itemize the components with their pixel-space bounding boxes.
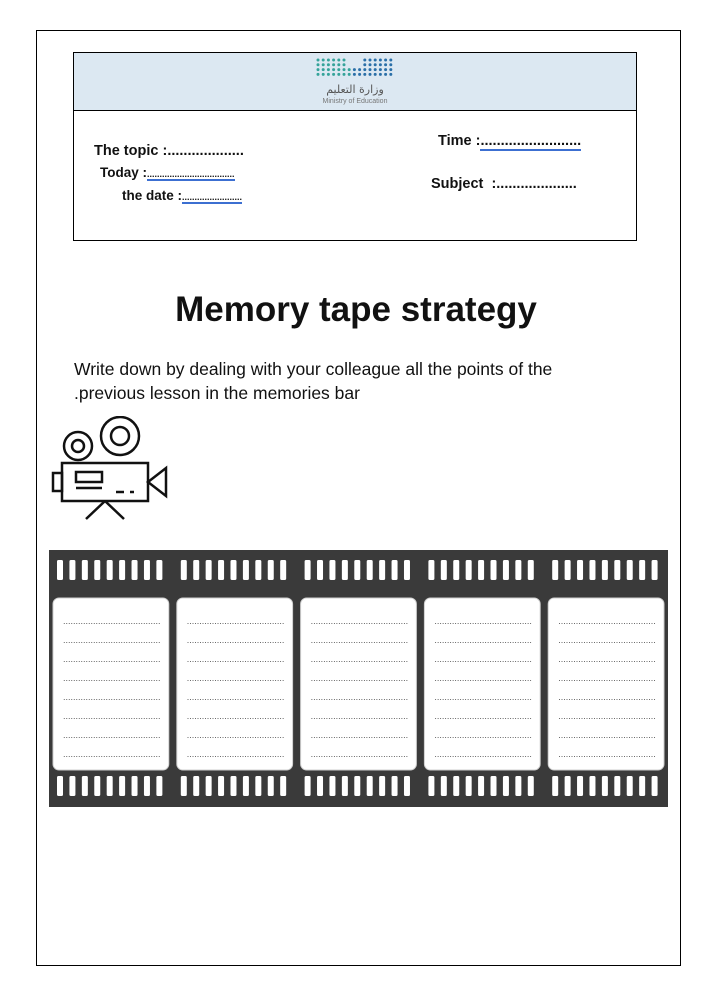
write-line[interactable]: ....................................... bbox=[186, 616, 285, 626]
film-sprocket-hole bbox=[329, 776, 335, 796]
logo-dot bbox=[379, 63, 382, 66]
film-sprocket-hole bbox=[132, 776, 138, 796]
logo-dot bbox=[332, 73, 335, 76]
film-sprocket-hole bbox=[82, 776, 88, 796]
topic-field bbox=[94, 143, 244, 159]
film-sprocket-hole bbox=[69, 560, 75, 580]
logo-dot bbox=[353, 73, 356, 76]
film-sprocket-hole bbox=[317, 560, 323, 580]
logo-dot bbox=[332, 68, 335, 71]
film-sprocket-hole bbox=[156, 560, 162, 580]
film-sprocket-hole bbox=[305, 776, 311, 796]
film-sprocket-hole bbox=[577, 776, 583, 796]
logo-dot bbox=[384, 63, 387, 66]
memory-frame bbox=[424, 598, 540, 770]
logo-dot bbox=[389, 73, 392, 76]
write-line[interactable]: ....................................... bbox=[434, 654, 532, 664]
film-sprocket-hole bbox=[453, 776, 459, 796]
memory-film-strip bbox=[49, 550, 668, 807]
film-sprocket-hole bbox=[453, 560, 459, 580]
film-sprocket-hole bbox=[552, 560, 558, 580]
ministry-logo-icon bbox=[315, 57, 395, 79]
film-sprocket-hole bbox=[119, 776, 125, 796]
subject-dots: :.................... bbox=[491, 176, 577, 192]
write-line[interactable]: ....................................... bbox=[186, 730, 285, 740]
film-sprocket-hole bbox=[206, 560, 212, 580]
logo-dot bbox=[369, 68, 372, 71]
memory-frame bbox=[53, 598, 169, 770]
logo-dot bbox=[379, 68, 382, 71]
write-line[interactable]: ....................................... bbox=[558, 749, 656, 759]
write-line[interactable]: ....................................... bbox=[310, 654, 409, 664]
film-sprocket-hole bbox=[132, 560, 138, 580]
write-line[interactable]: ....................................... bbox=[310, 711, 409, 721]
write-line[interactable]: ....................................... bbox=[434, 730, 532, 740]
film-sprocket-hole bbox=[515, 776, 521, 796]
logo-dot bbox=[317, 68, 320, 71]
time-dots: ......................... bbox=[480, 133, 582, 149]
film-sprocket-hole bbox=[255, 776, 261, 796]
memory-frame bbox=[177, 598, 293, 770]
memory-frame bbox=[548, 598, 664, 770]
film-sprocket-hole bbox=[119, 560, 125, 580]
logo-dot bbox=[369, 63, 372, 66]
logo-dot bbox=[389, 68, 392, 71]
write-line[interactable]: ....................................... bbox=[63, 654, 161, 664]
logo-dot bbox=[363, 68, 366, 71]
film-sprocket-hole bbox=[193, 560, 199, 580]
logo-dot bbox=[374, 73, 377, 76]
write-line[interactable]: ....................................... bbox=[310, 692, 409, 702]
film-sprocket-hole bbox=[503, 776, 509, 796]
topic-dots: ................... bbox=[167, 143, 244, 159]
logo-dot bbox=[363, 73, 366, 76]
film-sprocket-hole bbox=[367, 776, 373, 796]
logo-dot bbox=[374, 63, 377, 66]
film-sprocket-hole bbox=[94, 560, 100, 580]
write-line[interactable]: ....................................... bbox=[186, 692, 285, 702]
film-sprocket-hole bbox=[181, 776, 187, 796]
film-sprocket-hole bbox=[243, 776, 249, 796]
film-sprocket-hole bbox=[404, 776, 410, 796]
write-line[interactable]: ....................................... bbox=[63, 635, 161, 645]
write-line[interactable]: ....................................... bbox=[63, 616, 161, 626]
film-sprocket-hole bbox=[652, 560, 658, 580]
film-sprocket-hole bbox=[466, 560, 472, 580]
logo-dot bbox=[337, 63, 340, 66]
film-sprocket-hole bbox=[491, 776, 497, 796]
instruction-line-2: .previous lesson in the memories bar bbox=[74, 383, 360, 403]
logo-dot bbox=[363, 63, 366, 66]
film-sprocket-hole bbox=[565, 776, 571, 796]
logo-dot bbox=[327, 59, 330, 62]
ministry-logo bbox=[295, 57, 415, 107]
logo-dot bbox=[363, 59, 366, 62]
film-sprocket-hole bbox=[107, 776, 113, 796]
today-dots: ................................... bbox=[147, 169, 235, 179]
logo-dot bbox=[374, 68, 377, 71]
ministry-name-english: Ministry of Education bbox=[322, 98, 388, 105]
film-sprocket-hole bbox=[428, 776, 434, 796]
film-sprocket-hole bbox=[639, 560, 645, 580]
film-sprocket-hole bbox=[230, 776, 236, 796]
film-sprocket-hole bbox=[602, 560, 608, 580]
film-sprocket-hole bbox=[428, 560, 434, 580]
write-line[interactable]: ....................................... bbox=[63, 749, 161, 759]
today-field bbox=[100, 165, 235, 181]
write-line[interactable]: ....................................... bbox=[558, 692, 656, 702]
write-line[interactable]: ....................................... bbox=[63, 673, 161, 683]
logo-dot bbox=[348, 68, 351, 71]
ministry-name-arabic: وزارة التعليم bbox=[326, 83, 384, 96]
write-line[interactable]: ....................................... bbox=[558, 711, 656, 721]
logo-dot bbox=[322, 63, 325, 66]
logo-dot bbox=[337, 59, 340, 62]
logo-dot bbox=[322, 68, 325, 71]
film-sprocket-hole bbox=[379, 560, 385, 580]
film-sprocket-hole bbox=[82, 560, 88, 580]
write-line[interactable]: ....................................... bbox=[186, 673, 285, 683]
film-sprocket-hole bbox=[491, 560, 497, 580]
film-sprocket-hole bbox=[305, 560, 311, 580]
film-sprocket-hole bbox=[552, 776, 558, 796]
write-line[interactable]: ....................................... bbox=[186, 635, 285, 645]
today-label: Today : bbox=[100, 165, 147, 180]
film-sprocket-hole bbox=[342, 560, 348, 580]
film-sprocket-hole bbox=[528, 560, 534, 580]
logo-dot bbox=[327, 73, 330, 76]
logo-dot bbox=[384, 68, 387, 71]
logo-dot bbox=[343, 59, 346, 62]
write-line[interactable]: ....................................... bbox=[558, 730, 656, 740]
film-sprocket-hole bbox=[144, 776, 150, 796]
write-line[interactable]: ....................................... bbox=[63, 730, 161, 740]
film-sprocket-hole bbox=[218, 776, 224, 796]
film-sprocket-hole bbox=[478, 560, 484, 580]
logo-dot bbox=[369, 59, 372, 62]
film-sprocket-hole bbox=[218, 560, 224, 580]
logo-dot bbox=[353, 68, 356, 71]
worksheet-header bbox=[73, 52, 637, 241]
film-sprocket-hole bbox=[515, 560, 521, 580]
film-sprocket-hole bbox=[193, 776, 199, 796]
logo-dot bbox=[358, 68, 361, 71]
film-sprocket-hole bbox=[144, 560, 150, 580]
film-sprocket-hole bbox=[614, 560, 620, 580]
write-line[interactable]: ....................................... bbox=[186, 654, 285, 664]
instruction-text bbox=[74, 357, 644, 405]
film-sprocket-hole bbox=[280, 776, 286, 796]
film-sprocket-hole bbox=[565, 560, 571, 580]
film-sprocket-hole bbox=[577, 560, 583, 580]
logo-dot bbox=[337, 73, 340, 76]
write-line[interactable]: ....................................... bbox=[434, 692, 532, 702]
logo-dot bbox=[379, 59, 382, 62]
movie-camera-icon bbox=[50, 416, 172, 528]
logo-dot bbox=[327, 68, 330, 71]
film-sprocket-hole bbox=[268, 560, 274, 580]
logo-dot bbox=[384, 59, 387, 62]
film-sprocket-hole bbox=[379, 776, 385, 796]
logo-dot bbox=[322, 59, 325, 62]
film-sprocket-hole bbox=[466, 776, 472, 796]
logo-dot bbox=[332, 63, 335, 66]
film-sprocket-hole bbox=[602, 776, 608, 796]
film-sprocket-hole bbox=[503, 560, 509, 580]
film-sprocket-hole bbox=[614, 776, 620, 796]
logo-dot bbox=[343, 68, 346, 71]
logo-dot bbox=[379, 73, 382, 76]
subject-label: Subject bbox=[431, 176, 484, 192]
film-sprocket-hole bbox=[354, 776, 360, 796]
write-line[interactable]: ....................................... bbox=[310, 673, 409, 683]
film-sprocket-hole bbox=[255, 560, 261, 580]
film-sprocket-hole bbox=[392, 776, 398, 796]
film-sprocket-hole bbox=[478, 776, 484, 796]
logo-dot bbox=[337, 68, 340, 71]
subject-field bbox=[431, 176, 577, 192]
logo-dot bbox=[374, 59, 377, 62]
time-field bbox=[438, 133, 581, 151]
film-sprocket-hole bbox=[528, 776, 534, 796]
film-sprocket-hole bbox=[94, 776, 100, 796]
write-line[interactable]: ....................................... bbox=[558, 635, 656, 645]
film-sprocket-hole bbox=[627, 560, 633, 580]
logo-dot bbox=[317, 63, 320, 66]
logo-dot bbox=[384, 73, 387, 76]
logo-dot bbox=[343, 63, 346, 66]
logo-dot bbox=[389, 63, 392, 66]
write-line[interactable]: ....................................... bbox=[310, 730, 409, 740]
film-sprocket-hole bbox=[268, 776, 274, 796]
write-line[interactable]: ....................................... bbox=[434, 616, 532, 626]
film-sprocket-hole bbox=[57, 776, 63, 796]
logo-dot bbox=[322, 73, 325, 76]
write-line[interactable]: ....................................... bbox=[434, 673, 532, 683]
film-sprocket-hole bbox=[367, 560, 373, 580]
film-sprocket-hole bbox=[589, 560, 595, 580]
write-line[interactable]: ....................................... bbox=[310, 749, 409, 759]
film-sprocket-hole bbox=[354, 560, 360, 580]
date-dots: ........................ bbox=[182, 192, 243, 202]
film-sprocket-hole bbox=[404, 560, 410, 580]
time-label: Time : bbox=[438, 133, 481, 149]
film-sprocket-hole bbox=[317, 776, 323, 796]
film-sprocket-hole bbox=[392, 560, 398, 580]
film-sprocket-hole bbox=[441, 560, 447, 580]
film-sprocket-hole bbox=[639, 776, 645, 796]
logo-dot bbox=[317, 73, 320, 76]
logo-dot bbox=[317, 59, 320, 62]
write-line[interactable]: ....................................... bbox=[558, 654, 656, 664]
write-line[interactable]: ....................................... bbox=[558, 673, 656, 683]
write-line[interactable]: ....................................... bbox=[63, 692, 161, 702]
logo-dot bbox=[343, 73, 346, 76]
film-sprocket-hole bbox=[230, 560, 236, 580]
film-sprocket-hole bbox=[156, 776, 162, 796]
film-sprocket-hole bbox=[57, 560, 63, 580]
write-line[interactable]: ....................................... bbox=[558, 616, 656, 626]
film-sprocket-hole bbox=[107, 560, 113, 580]
write-line[interactable]: ....................................... bbox=[434, 749, 532, 759]
film-sprocket-hole bbox=[441, 776, 447, 796]
write-line[interactable]: ....................................... bbox=[186, 711, 285, 721]
film-sprocket-hole bbox=[181, 560, 187, 580]
topic-label: The topic : bbox=[94, 143, 168, 159]
write-line[interactable]: ....................................... bbox=[186, 749, 285, 759]
write-line[interactable]: ....................................... bbox=[63, 711, 161, 721]
logo-dot bbox=[358, 73, 361, 76]
film-sprocket-hole bbox=[627, 776, 633, 796]
film-sprocket-hole bbox=[342, 776, 348, 796]
logo-dot bbox=[389, 59, 392, 62]
date-field bbox=[122, 188, 242, 204]
date-label: the date : bbox=[122, 188, 183, 203]
write-line[interactable]: ....................................... bbox=[434, 711, 532, 721]
logo-dot bbox=[327, 63, 330, 66]
film-sprocket-hole bbox=[243, 560, 249, 580]
instruction-line-1: Write down by dealing with your colleague all the points of the bbox=[74, 359, 553, 379]
memory-frame bbox=[301, 598, 417, 770]
header-band bbox=[74, 53, 636, 111]
film-sprocket-hole bbox=[280, 560, 286, 580]
film-sprocket-hole bbox=[652, 776, 658, 796]
write-line[interactable]: ....................................... bbox=[434, 635, 532, 645]
logo-dot bbox=[369, 73, 372, 76]
film-sprocket-hole bbox=[329, 560, 335, 580]
film-sprocket-hole bbox=[589, 776, 595, 796]
film-sprocket-hole bbox=[69, 776, 75, 796]
write-line[interactable]: ....................................... bbox=[310, 635, 409, 645]
film-sprocket-hole bbox=[206, 776, 212, 796]
write-line[interactable]: ....................................... bbox=[310, 616, 409, 626]
logo-dot bbox=[348, 73, 351, 76]
logo-dot bbox=[332, 59, 335, 62]
page-title: Memory tape strategy bbox=[175, 290, 537, 329]
